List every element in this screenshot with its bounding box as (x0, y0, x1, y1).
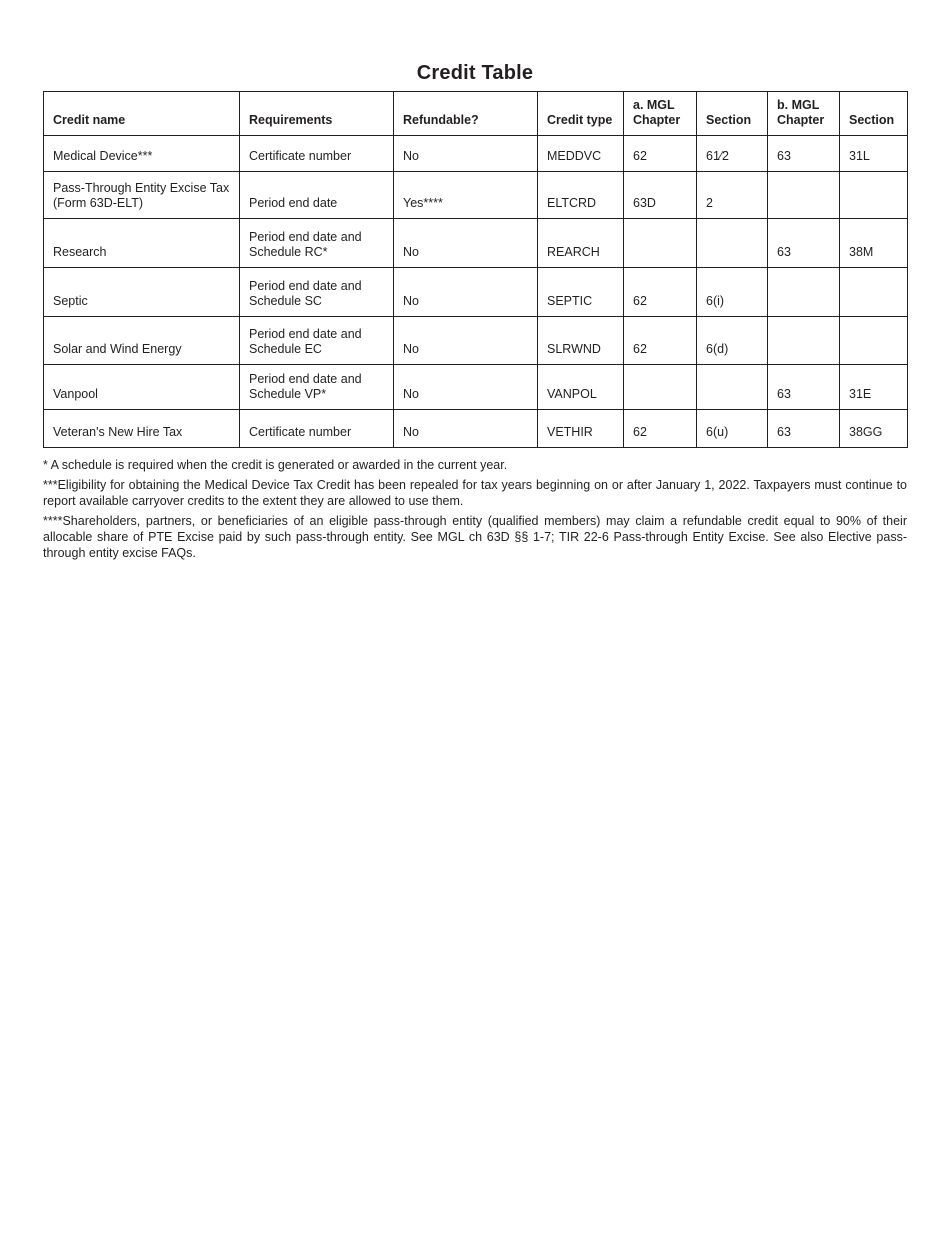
cell-credit-name: Pass-Through Entity Excise Tax (Form 63D-ELT) (44, 172, 240, 219)
cell-credit-name: Vanpool (44, 365, 240, 410)
footnote-pass-through-entity: ****Shareholders, partners, or beneficiaries of an eligible pass-through entity (qualified members) may claim a refundable credit equal to 90% of their allocable share of PTE Excise paid by such pass-through entity. See MGL ch 63D §§ 1-7; TIR 22-6 Pass-through Entity Excise. See also Elective pass-through entity excise FAQs. (43, 514, 907, 560)
cell-b-mgl-chapter (768, 317, 840, 365)
page-title: Credit Table (416, 62, 534, 84)
cell-a-mgl-chapter: 62 (624, 268, 697, 317)
cell-credit-type: VANPOL (538, 365, 624, 410)
cell-requirements: Period end date and Schedule EC (240, 317, 394, 365)
cell-refundable: No (394, 219, 538, 268)
cell-a-section: 61⁄2 (697, 136, 768, 172)
header-b-section: Section (840, 92, 908, 136)
cell-b-section: 31E (840, 365, 908, 410)
cell-requirements: Period end date and Schedule SC (240, 268, 394, 317)
header-a-mgl-chapter: a. MGL Chapter (624, 92, 697, 136)
table-row (44, 317, 908, 365)
cell-b-mgl-chapter (768, 268, 840, 317)
cell-credit-type: MEDDVC (538, 136, 624, 172)
cell-b-mgl-chapter: 63 (768, 365, 840, 410)
cell-b-section (840, 317, 908, 365)
cell-credit-name: Solar and Wind Energy (44, 317, 240, 365)
cell-refundable: No (394, 268, 538, 317)
cell-b-mgl-chapter: 63 (768, 136, 840, 172)
header-credit-type: Credit type (538, 92, 624, 136)
header-credit-name: Credit name (44, 92, 240, 136)
table-row (44, 136, 908, 172)
cell-refundable: Yes**** (394, 172, 538, 219)
cell-a-section: 2 (697, 172, 768, 219)
cell-a-mgl-chapter (624, 365, 697, 410)
table-row (44, 365, 908, 410)
cell-b-section (840, 268, 908, 317)
table-row (44, 410, 908, 448)
cell-a-mgl-chapter: 62 (624, 410, 697, 448)
footnote-schedule-required: * A schedule is required when the credit is generated or awarded in the current year. (43, 458, 508, 472)
cell-a-section: 6(u) (697, 410, 768, 448)
cell-credit-type: SLRWND (538, 317, 624, 365)
cell-credit-type: VETHIR (538, 410, 624, 448)
cell-credit-type: SEPTIC (538, 268, 624, 317)
cell-requirements: Period end date (240, 172, 394, 219)
cell-credit-name: Research (44, 219, 240, 268)
cell-requirements: Period end date and Schedule VP* (240, 365, 394, 410)
header-b-mgl-chapter: b. MGL Chapter (768, 92, 840, 136)
table-row (44, 172, 908, 219)
cell-a-section: 6(i) (697, 268, 768, 317)
cell-refundable: No (394, 365, 538, 410)
cell-a-section: 6(d) (697, 317, 768, 365)
credit-table (43, 91, 908, 448)
table-header-row (44, 92, 908, 136)
footnotes (43, 457, 907, 565)
header-requirements: Requirements (240, 92, 394, 136)
table-row (44, 219, 908, 268)
cell-credit-name: Septic (44, 268, 240, 317)
cell-b-section (840, 172, 908, 219)
cell-credit-name: Medical Device*** (44, 136, 240, 172)
cell-credit-name: Veteran's New Hire Tax (44, 410, 240, 448)
cell-refundable: No (394, 410, 538, 448)
cell-refundable: No (394, 136, 538, 172)
cell-refundable: No (394, 317, 538, 365)
cell-b-section: 38M (840, 219, 908, 268)
cell-b-mgl-chapter (768, 172, 840, 219)
cell-requirements: Period end date and Schedule RC* (240, 219, 394, 268)
cell-requirements: Certificate number (240, 410, 394, 448)
cell-credit-type: ELTCRD (538, 172, 624, 219)
cell-credit-type: REARCH (538, 219, 624, 268)
cell-b-section: 31L (840, 136, 908, 172)
cell-b-mgl-chapter: 63 (768, 219, 840, 268)
header-refundable: Refundable? (394, 92, 538, 136)
cell-b-mgl-chapter: 63 (768, 410, 840, 448)
table-row (44, 268, 908, 317)
cell-requirements: Certificate number (240, 136, 394, 172)
cell-b-section: 38GG (840, 410, 908, 448)
header-a-section: Section (697, 92, 768, 136)
cell-a-section (697, 219, 768, 268)
cell-a-mgl-chapter (624, 219, 697, 268)
cell-a-mgl-chapter: 62 (624, 136, 697, 172)
cell-a-mgl-chapter: 62 (624, 317, 697, 365)
cell-a-section (697, 365, 768, 410)
footnote-medical-device: ***Eligibility for obtaining the Medical Device Tax Credit has been repealed for tax years beginning on or after January 1, 2022. Taxpayers must continue to report available carryover credits to the extent they are allowed to use them. (43, 478, 907, 508)
cell-a-mgl-chapter: 63D (624, 172, 697, 219)
